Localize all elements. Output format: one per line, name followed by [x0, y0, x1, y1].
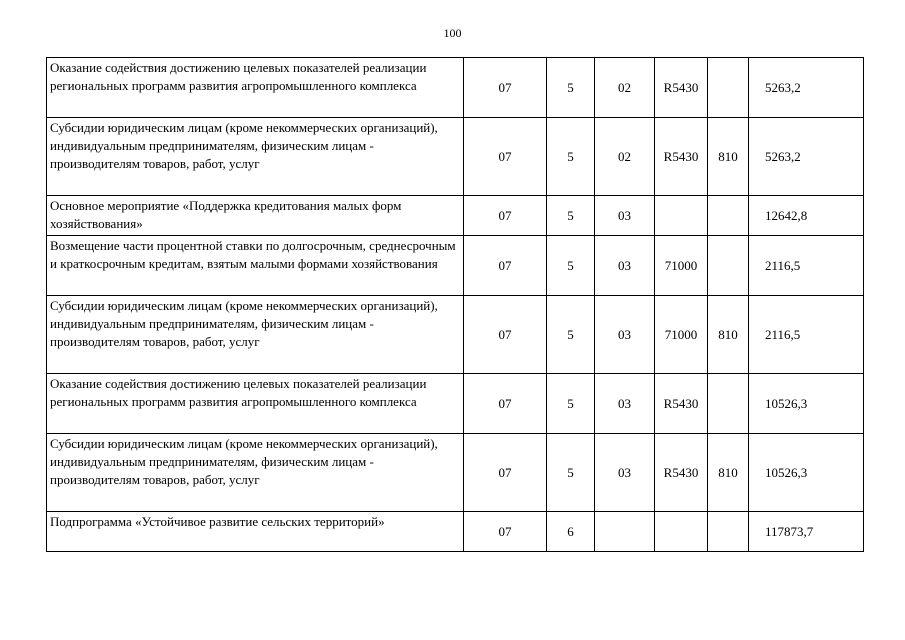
row-subsection-cell: 5 [547, 236, 595, 296]
row-expense-type-cell [708, 236, 749, 296]
page-number: 100 [443, 26, 462, 40]
row-amount-cell: 5263,2 [749, 58, 864, 118]
row-section-cell: 07 [464, 512, 547, 552]
table-row [47, 118, 864, 196]
row-expense-type-cell [708, 512, 749, 552]
row-program-cell: 02 [595, 118, 655, 196]
row-expense-type-cell [708, 196, 749, 236]
row-section-cell: 07 [464, 434, 547, 512]
row-target-code-cell [655, 196, 708, 236]
row-amount-cell: 117873,7 [749, 512, 864, 552]
row-subsection-cell: 5 [547, 118, 595, 196]
row-target-code-cell: R5430 [655, 374, 708, 434]
row-target-code-cell: 71000 [655, 236, 708, 296]
row-expense-type-cell [708, 374, 749, 434]
row-amount-cell: 5263,2 [749, 118, 864, 196]
row-name-cell: Возмещение части процентной ставки по долгосрочным, среднесрочным и краткосрочным кредитам, взятым малыми формами хозяйствования [47, 236, 464, 296]
row-section-cell: 07 [464, 196, 547, 236]
row-target-code-cell: R5430 [655, 434, 708, 512]
row-name-cell: Субсидии юридическим лицам (кроме некоммерческих организаций), индивидуальным предпринимателям, физическим лицам - производителям товаров, работ, услуг [47, 434, 464, 512]
table-row [47, 512, 864, 552]
row-name-cell: Оказание содействия достижению целевых показателей реализации региональных программ развития агропромышленного комплекса [47, 374, 464, 434]
table-row [47, 434, 864, 512]
row-target-code-cell [655, 512, 708, 552]
row-program-cell: 02 [595, 58, 655, 118]
row-target-code-cell: 71000 [655, 296, 708, 374]
row-program-cell: 03 [595, 196, 655, 236]
row-name-cell: Субсидии юридическим лицам (кроме некоммерческих организаций), индивидуальным предпринимателям, физическим лицам - производителям товаров, работ, услуг [47, 296, 464, 374]
row-amount-cell: 10526,3 [749, 434, 864, 512]
row-program-cell: 03 [595, 434, 655, 512]
budget-table-body [47, 58, 864, 552]
row-subsection-cell: 5 [547, 374, 595, 434]
table-row [47, 196, 864, 236]
row-section-cell: 07 [464, 58, 547, 118]
row-program-cell: 03 [595, 236, 655, 296]
budget-table [46, 57, 864, 552]
table-row [47, 58, 864, 118]
row-section-cell: 07 [464, 374, 547, 434]
row-program-cell: 03 [595, 296, 655, 374]
row-subsection-cell: 5 [547, 296, 595, 374]
row-program-cell [595, 512, 655, 552]
table-row [47, 296, 864, 374]
row-amount-cell: 2116,5 [749, 296, 864, 374]
row-subsection-cell: 5 [547, 434, 595, 512]
row-subsection-cell: 6 [547, 512, 595, 552]
row-expense-type-cell: 810 [708, 118, 749, 196]
row-target-code-cell: R5430 [655, 118, 708, 196]
row-program-cell: 03 [595, 374, 655, 434]
row-subsection-cell: 5 [547, 58, 595, 118]
row-amount-cell: 2116,5 [749, 236, 864, 296]
row-amount-cell: 10526,3 [749, 374, 864, 434]
row-name-cell: Основное мероприятие «Поддержка кредитования малых форм хозяйствования» [47, 196, 464, 236]
row-section-cell: 07 [464, 236, 547, 296]
row-amount-cell: 12642,8 [749, 196, 864, 236]
row-name-cell: Субсидии юридическим лицам (кроме некоммерческих организаций), индивидуальным предпринимателям, физическим лицам - производителям товаров, работ, услуг [47, 118, 464, 196]
row-section-cell: 07 [464, 118, 547, 196]
row-target-code-cell: R5430 [655, 58, 708, 118]
row-subsection-cell: 5 [547, 196, 595, 236]
row-name-cell: Оказание содействия достижению целевых показателей реализации региональных программ развития агропромышленного комплекса [47, 58, 464, 118]
row-expense-type-cell: 810 [708, 434, 749, 512]
row-expense-type-cell [708, 58, 749, 118]
row-name-cell: Подпрограмма «Устойчивое развитие сельских территорий» [47, 512, 464, 552]
table-row [47, 374, 864, 434]
row-expense-type-cell: 810 [708, 296, 749, 374]
row-section-cell: 07 [464, 296, 547, 374]
table-row [47, 236, 864, 296]
